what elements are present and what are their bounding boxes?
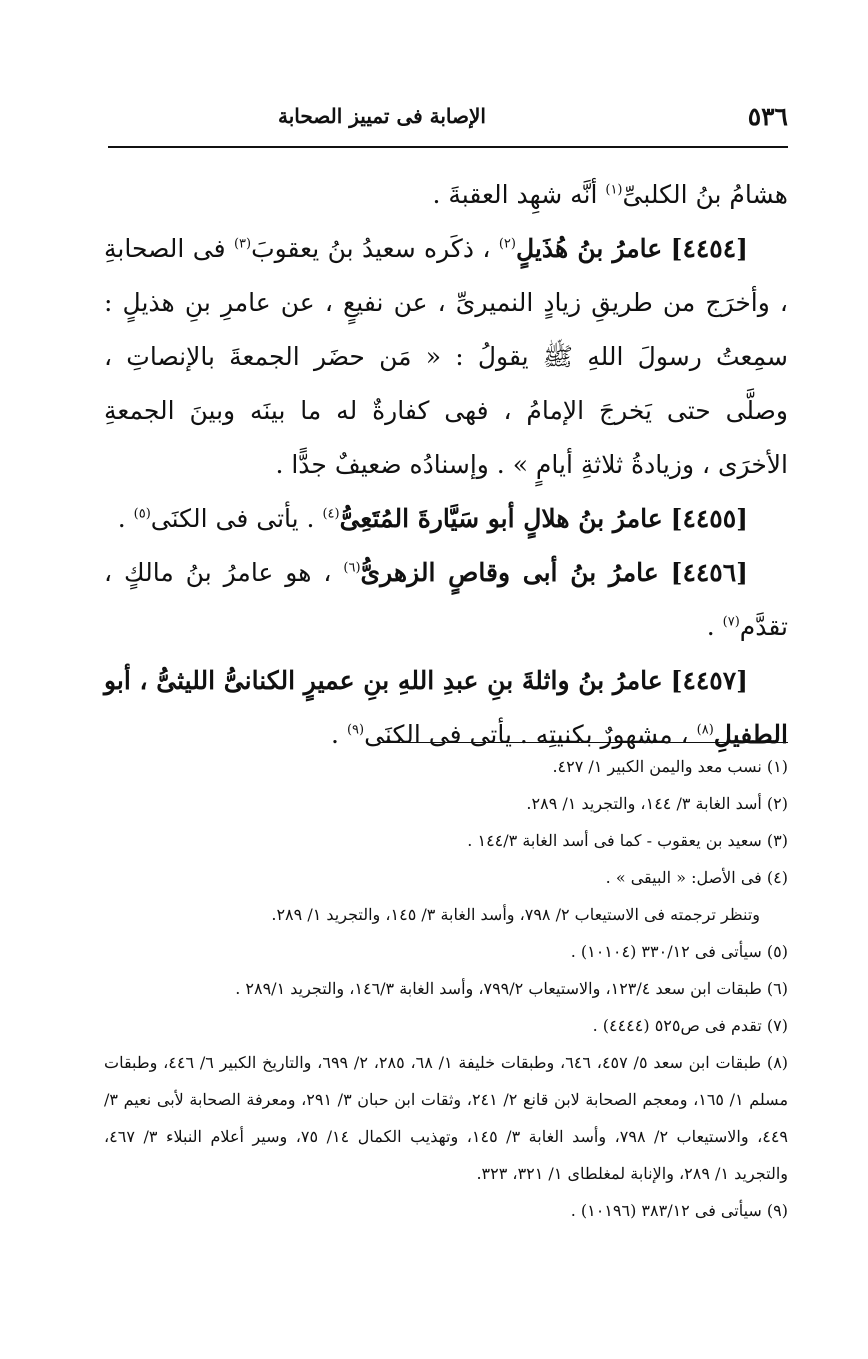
footnote-3: (٣) سعيد بن يعقوب - كما فى أسد الغابة ١٤٤/٣ . <box>467 831 788 850</box>
footnote-6: (٦) طبقات ابن سعد ١٢٣/٤، والاستيعاب ٧٩٩/٢، وأسد الغابة ١٤٦/٣، والتجريد ٢٨٩/١ . <box>235 979 788 998</box>
footnote-ref: (٧) <box>722 614 740 630</box>
main-text <box>104 168 788 762</box>
entry-text: . يأتى فى الكنَى <box>150 504 323 533</box>
entry-number: [٤٤٥٧] <box>670 666 748 695</box>
footnote-ref: (٣) <box>233 236 252 252</box>
entry-name: عامرُ بنُ هُذَيلٍ <box>515 234 663 263</box>
entry-name: عامرُ بنُ واثلةَ بنِ عبدِ اللهِ بنِ عميرٍ الكنانىُّ الليثىُّ ، أبو الطفيلِ <box>104 666 788 749</box>
entry-name: عامرُ بنُ أبى وقاصٍ الزهرىُّ <box>360 558 659 587</box>
footnote-8: (٨) طبقات ابن سعد ٥/ ٤٥٧، ٦٤٦، وطبقات خليفة ١/ ٦٨، ٢٨٥، ٢/ ٦٩٩، والتاريخ الكبير ٦/ ٤٤٦، وطبقات مسلم ١/ ١٦٥، ومعجم الصحابة لابن قانع ٢/ ٢٤١، وثقات ابن حبان ٣/ ٢٩١، ومعرفة الصحابة لأبى نعيم ٣/ ٤٤٩، والاستيعاب ٢/ ٧٩٨، وأسد الغابة ٣/ ١٤٥، وتهذيب الكمال ١٤/ ٧٥، وسير أعلام النبلاء ٣/ ٤٦٧، والتجريد ١/ ٢٨٩، والإنابة لمغلطاى ١/ ٣٢١، ٣٢٣. <box>104 1053 789 1183</box>
entry-text: ، هو عامرُ بنُ مالكٍ ، تقدَّم <box>104 558 788 641</box>
footnote-ref: (٤) <box>322 506 340 522</box>
intro-text: هشامُ بنُ الكلبىِّ <box>622 180 788 209</box>
book-title: الإصابة فى تمييز الصحابة <box>278 104 486 128</box>
footnote-ref: (٢) <box>498 236 516 252</box>
entry-4455 <box>104 492 788 546</box>
footnote-7: (٧) تقدم فى ص٥٢٥ (٤٤٤٤) . <box>592 1016 788 1035</box>
entry-text-end: . <box>331 720 347 749</box>
page-number: ٥٣٦ <box>747 101 788 131</box>
footnote-ref: (٨) <box>696 722 714 738</box>
footnote-ref: (٥) <box>133 506 151 522</box>
intro-paragraph <box>104 168 788 222</box>
footnote-separator <box>380 742 788 743</box>
entry-text: ، مشهورٌ بكنيتِه . يأتى فى الكنَى <box>364 720 697 749</box>
footnote-4-continuation: وتنظر ترجمته فى الاستيعاب ٢/ ٧٩٨، وأسد الغابة ٣/ ١٤٥، والتجريد ١/ ٢٨٩. <box>271 905 760 924</box>
entry-text-end: فى الصحابةِ ، وأخرَج من طريقِ زيادٍ النميرىِّ ، عن نفيعٍ ، عن عامرِ بنِ هذيلٍ : سمِعتُ رسولَ اللهِ ﷺ يقولُ : « مَن حضَر الجمعةَ بالإنصاتِ ، وصلَّى حتى يَخرجَ الإمامُ ، فهى كفارةٌ له ما بينَه وبينَ الجمعةِ الأخرَى ، وزيادةُ ثلاثةِ أيامٍ » . وإسنادُه ضعيفٌ جدًّا . <box>104 234 788 479</box>
entry-number: [٤٤٥٦] <box>670 558 749 587</box>
entry-name: عامرُ بنُ هلالٍ أبو سَيَّارةَ المُتَعِىُّ <box>339 504 663 533</box>
entry-number: [٤٤٥٤] <box>670 234 748 263</box>
footnote-ref: (٩) <box>346 722 365 738</box>
entry-4457 <box>104 654 788 762</box>
footnote-ref: (١) <box>605 182 623 198</box>
footnote-9: (٩) سيأتى فى ٣٨٣/١٢ (١٠١٩٦) . <box>570 1201 788 1220</box>
entry-text-end: . <box>117 504 134 533</box>
entry-4456 <box>104 546 788 654</box>
entry-text-end: . <box>706 612 723 641</box>
entry-number: [٤٤٥٥] <box>670 504 748 533</box>
running-head <box>108 96 788 136</box>
footnotes <box>104 748 788 1229</box>
footnote-1: (١) نسب معد واليمن الكبير ١/ ٤٢٧. <box>552 757 788 776</box>
footnote-2: (٢) أسد الغابة ٣/ ١٤٤، والتجريد ١/ ٢٨٩. <box>526 794 788 813</box>
footnote-ref: (٦) <box>343 560 361 576</box>
footnote-5: (٥) سيأتى فى ٣٣٠/١٢ (١٠١٠٤) . <box>570 942 788 961</box>
entry-text: ، ذكَره سعيدُ بنُ يعقوبَ <box>251 234 499 263</box>
footnote-4: (٤) فى الأصل: « البيقى » . <box>605 868 788 887</box>
intro-text-end: أنَّه شهِد العقبةَ . <box>432 180 606 209</box>
header-rule <box>108 146 788 148</box>
entry-4454 <box>104 222 788 492</box>
